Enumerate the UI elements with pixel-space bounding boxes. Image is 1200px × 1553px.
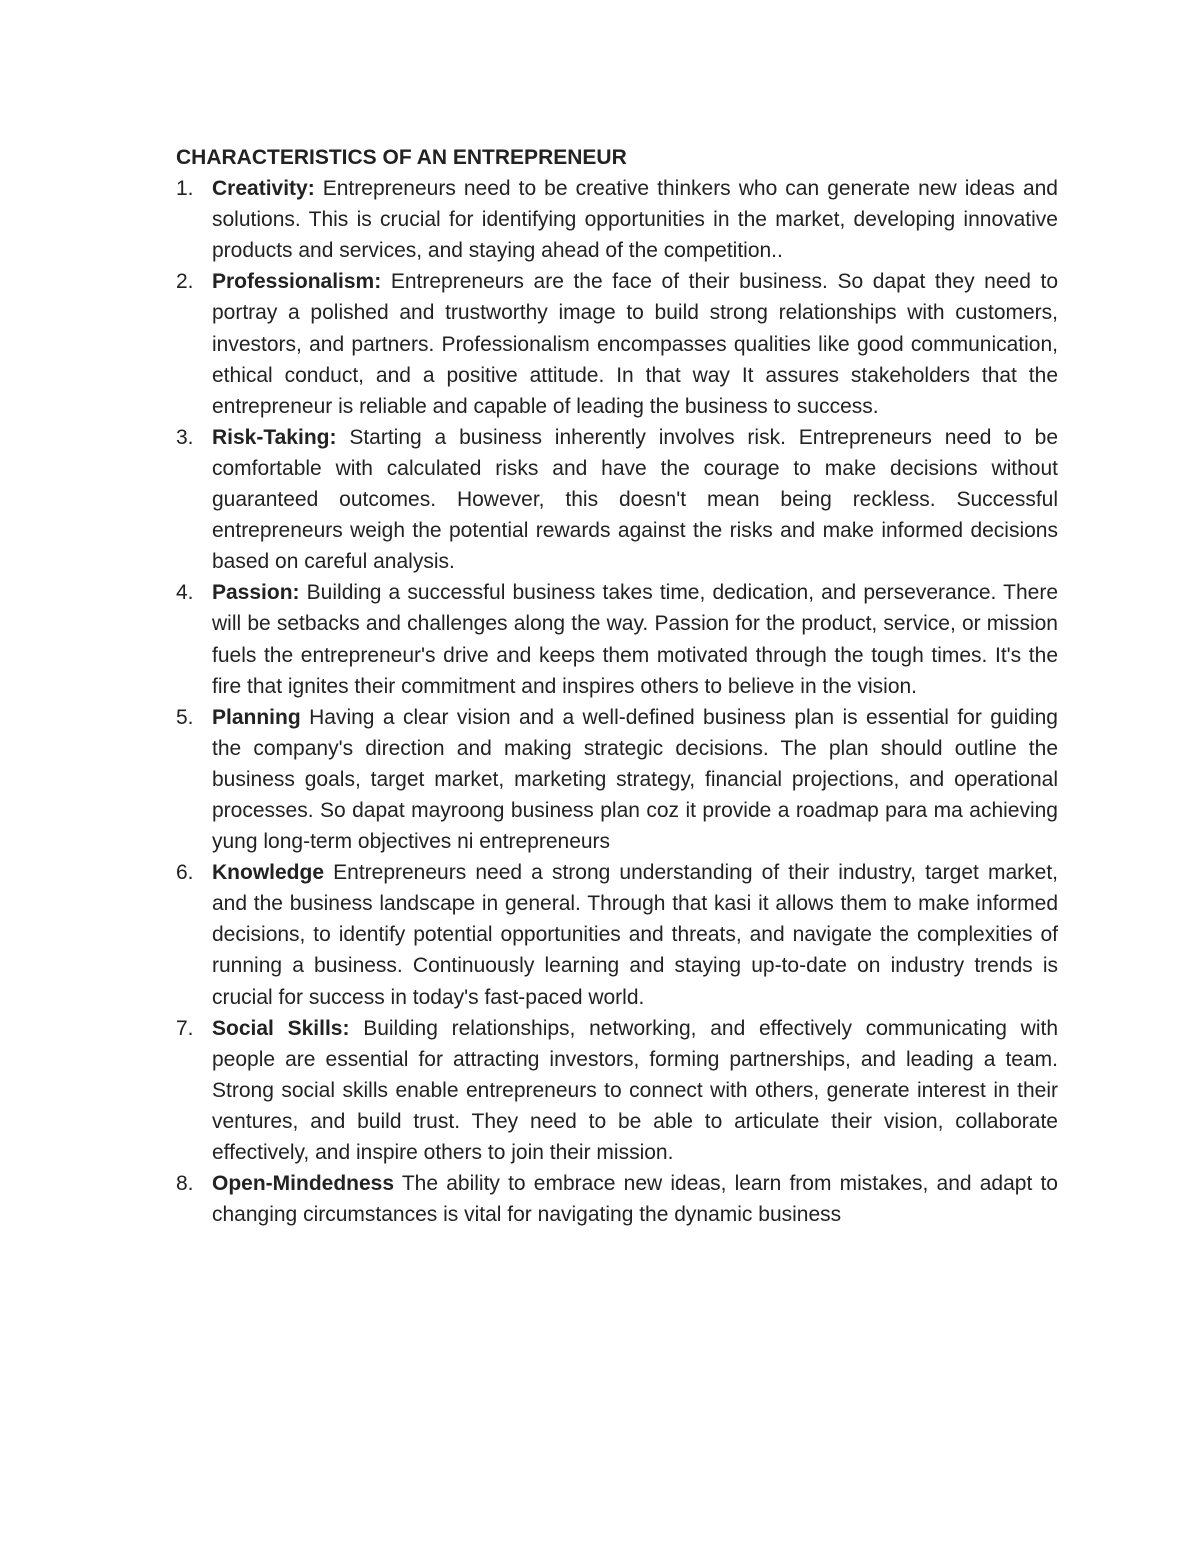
item-number: 4. [176,581,194,605]
item-term: Risk-Taking: [212,425,337,449]
item-text: Building a successful business takes time, dedication, and perseverance. There will be setbacks and challenges along the way. Passion for the product, service, or mission fuels the entrepreneur's drive and keeps them motivated through the tough times. It's the fire that ignites their commitment and inspires others to believe in the vision. [212,581,1058,698]
item-number: 2. [176,270,194,294]
item-number: 7. [176,1016,194,1040]
item-number: 1. [176,177,194,201]
item-text: Having a clear vision and a well-defined business plan is essential for guiding the company's direction and making strategic decisions. The plan should outline the business goals, target market, marketing strategy, financial projections, and operational processes. So dapat mayroong business plan coz it provide a roadmap para ma achieving yung long-term objectives ni entrepreneurs [212,705,1058,854]
item-text: The ability to embrace new ideas, learn from mistakes, and adapt to changing circumstances is vital for navigating the dynamic business [212,1172,1058,1227]
item-text: Building relationships, networking, and effectively communicating with people are essential for attracting investors, forming partnerships, and leading a team. Strong social skills enable entrepreneurs to connect with others, generate interest in their ventures, and build trust. They need to be able to articulate their vision, collaborate effectively, and inspire others to join their mission. [212,1016,1058,1164]
list-item [176,266,1058,421]
list-item [176,577,1058,701]
item-text: Entrepreneurs need to be creative thinkers who can generate new ideas and solutions. This is crucial for identifying opportunities in the market, developing innovative products and services, and staying ahead of the competition.. [212,177,1058,263]
list-item [176,857,1058,1012]
document-body [176,142,1058,1230]
list-item [176,702,1058,857]
item-term: Knowledge [212,861,325,885]
list-item [176,1013,1058,1168]
list-item [176,1168,1058,1230]
item-term: Planning [212,705,301,729]
item-number: 6. [176,861,194,885]
item-number: 8. [176,1172,194,1196]
list-item [176,173,1058,266]
item-term: Creativity: [212,177,315,201]
document-title: CHARACTERISTICS OF AN ENTREPRENEUR [176,146,627,169]
characteristics-list [176,173,1058,1230]
list-item [176,422,1058,577]
item-text: Starting a business inherently involves risk. Entrepreneurs need to be comfortable with calculated risks and have the courage to make decisions without guaranteed outcomes. However, this doesn't mean being reckless. Successful entrepreneurs weigh the potential rewards against the risks and make informed decisions based on careful analysis. [212,425,1058,574]
item-term: Professionalism: [212,270,382,294]
item-text: Entrepreneurs need a strong understanding of their industry, target market, and the business landscape in general. Through that kasi it allows them to make informed decisions, to identify potential opportunities and threats, and navigate the complexities of running a business. Continuously learning and staying up-to-date on industry trends is crucial for success in today's fast-paced world. [212,861,1058,1009]
item-text: Entrepreneurs are the face of their business. So dapat they need to portray a polished and trustworthy image to build strong relationships with customers, investors, and partners. Professionalism encompasses qualities like good communication, ethical conduct, and a positive attitude. In that way It assures stakeholders that the entrepreneur is reliable and capable of leading the business to success. [212,270,1058,418]
item-term: Social Skills: [212,1016,350,1040]
item-term: Open-Mindedness [212,1172,395,1196]
item-number: 3. [176,425,194,449]
item-number: 5. [176,705,194,729]
item-term: Passion: [212,581,300,605]
